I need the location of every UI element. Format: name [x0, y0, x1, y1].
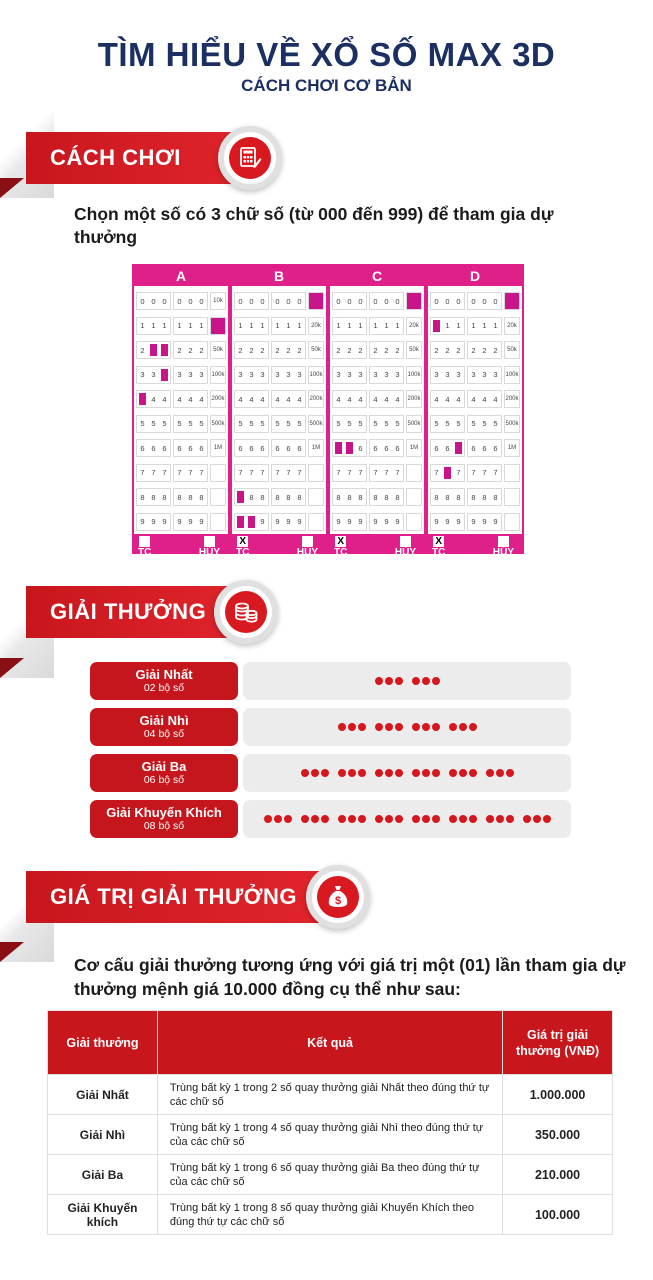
ticket-row: 9 9 9 9 9 9 [234, 510, 324, 535]
prize-value-table [47, 1010, 613, 1235]
number-set-dots [338, 815, 366, 823]
number-set-dots [375, 815, 403, 823]
huy-checkbox [498, 536, 509, 547]
prize-tier-label [90, 662, 238, 700]
prize-tier-row [90, 754, 571, 792]
prize-cell: Giải Khuyến khích [48, 1195, 158, 1235]
table-row [48, 1115, 613, 1155]
ticket-row: 5 5 5 5 5 5 500k [234, 412, 324, 437]
ticket-panel: B 0 0 0 0 0 0 10k 1 1 1 1 1 1 20k 2 2 2 2 2 2 50k 3 3 3 3 3 3 100k 4 4 4 4 4 4 200k 5 5 5 5 5 5 500k 6 6 6 6 6 6 1M 7 7 7 7 7 7 8 8 8 8 8 8 9 9 9 9 9 9 X TC HỦY [232, 267, 326, 551]
coins-icon [233, 600, 259, 624]
result-cell: Trùng bất kỳ 1 trong 8 số quay thưởng giải Khuyến Khích theo đúng thứ tự các chữ số [157, 1195, 502, 1235]
ticket-row: 7 7 7 7 7 7 [430, 461, 520, 486]
ticket-panel-label: C [371, 268, 383, 284]
ticket-row: 1 1 1 1 1 1 20k [430, 314, 520, 339]
ticket-row: 6 6 6 6 6 6 1M [332, 436, 422, 461]
section-title-how-to-play: CÁCH CHƠI [50, 145, 181, 170]
number-set-dots [412, 769, 440, 777]
ticket-row: 8 8 8 8 8 8 [332, 485, 422, 510]
ticket-row: 0 0 0 0 0 0 10k [234, 289, 324, 314]
table-header-row [48, 1011, 613, 1075]
ticket-row: 9 9 9 9 9 9 [136, 510, 226, 535]
number-set-dots [264, 815, 292, 823]
ticket-row: 2 2 2 2 2 2 50k [234, 338, 324, 363]
prize-tier-row [90, 800, 571, 838]
prize-tier-bar [243, 708, 571, 746]
prize-tier-bar [243, 662, 571, 700]
ticket-row: 6 6 6 6 6 6 1M [430, 436, 520, 461]
page-header [0, 36, 653, 96]
prize-tier-count: 04 bộ số [143, 728, 185, 740]
tc-checkbox: X [335, 536, 346, 547]
value-cell: 100.000 [503, 1195, 613, 1235]
ticket-row: 4 4 4 4 4 4 200k [332, 387, 422, 412]
prize-tier-label [90, 708, 238, 746]
calculator-icon-badge [218, 126, 282, 190]
intro-text: Chọn một số có 3 chữ số (từ 000 đến 999) để tham gia dự thưởng [74, 204, 554, 247]
prize-tier-row [90, 662, 571, 700]
ticket-row: 4 4 4 4 4 4 200k [430, 387, 520, 412]
ticket-row: 7 7 7 7 7 7 [136, 461, 226, 486]
number-set-dots [412, 723, 440, 731]
number-set-dots [301, 815, 329, 823]
table-row [48, 1075, 613, 1115]
ticket-row: 3 3 3 3 3 3 100k [136, 363, 226, 388]
number-set-dots [486, 769, 514, 777]
ticket-panel-label: A [175, 268, 187, 284]
ticket-row: 2 2 2 2 2 2 50k [430, 338, 520, 363]
prize-cell: Giải Nhất [48, 1075, 158, 1115]
prize-tier-row [90, 708, 571, 746]
prize-value-intro: Cơ cấu giải thưởng tương ứng với giá trị một (01) lần tham gia dự thưởng mệnh giá 10.000 đồng cụ thể như sau: [74, 955, 626, 999]
prize-tier-label [90, 800, 238, 838]
ticket-row: 2 2 2 2 2 2 50k [136, 338, 226, 363]
prize-tier-count: 06 bộ số [143, 774, 185, 786]
ticket-row: 0 0 0 0 0 0 10k [430, 289, 520, 314]
section-title-prizes: GIẢI THƯỞNG [50, 599, 207, 624]
ticket-panel: C 0 0 0 0 0 0 10k 1 1 1 1 1 1 20k 2 2 2 2 2 2 50k 3 3 3 3 3 3 100k 4 4 4 4 4 4 200k 5 5 5 5 5 5 500k 6 6 6 6 6 6 1M 7 7 7 7 7 7 8 8 8 8 8 8 9 9 9 9 9 9 X TC HỦY [330, 267, 424, 551]
ticket-row: 7 7 7 7 7 7 [234, 461, 324, 486]
prize-tier-bar [243, 754, 571, 792]
number-set-dots [412, 815, 440, 823]
section-title-prize-value: GIÁ TRỊ GIẢI THƯỞNG [50, 884, 297, 909]
value-cell: 350.000 [503, 1115, 613, 1155]
col-header-prize: Giải thưởng [48, 1011, 158, 1075]
ticket-panel: D 0 0 0 0 0 0 10k 1 1 1 1 1 1 20k 2 2 2 2 2 2 50k 3 3 3 3 3 3 100k 4 4 4 4 4 4 200k 5 5 5 5 5 5 500k 6 6 6 6 6 6 1M 7 7 7 7 7 7 8 8 8 8 8 8 9 9 9 9 9 9 X TC HỦY [428, 267, 522, 551]
ticket-row: 9 9 9 9 9 9 [430, 510, 520, 535]
ticket-row: 6 6 6 6 6 6 1M [136, 436, 226, 461]
value-cell: 210.000 [503, 1155, 613, 1195]
ticket-row: 1 1 1 1 1 1 20k [234, 314, 324, 339]
ticket-row: 3 3 3 3 3 3 100k [234, 363, 324, 388]
ticket-row: 4 4 4 4 4 4 200k [136, 387, 226, 412]
ticket-row: 8 8 8 8 8 8 [430, 485, 520, 510]
table-row [48, 1195, 613, 1235]
ticket-row: 0 0 0 0 0 0 10k [332, 289, 422, 314]
ticket-row: 5 5 5 5 5 5 500k [332, 412, 422, 437]
ticket-row: 7 7 7 7 7 7 [332, 461, 422, 486]
value-cell: 1.000.000 [503, 1075, 613, 1115]
prize-tier-name: Giải Nhì [139, 713, 189, 728]
ticket-panel-label: D [469, 268, 481, 284]
ticket-illustration [132, 264, 524, 558]
huy-checkbox [302, 536, 313, 547]
result-cell: Trùng bất kỳ 1 trong 2 số quay thưởng giải Nhất theo đúng thứ tự các chữ số [157, 1075, 502, 1115]
page-subtitle: CÁCH CHƠI CƠ BẢN [241, 76, 412, 95]
ticket-row: 8 8 8 8 8 8 [136, 485, 226, 510]
prize-tier-label [90, 754, 238, 792]
prize-tier-bar [243, 800, 571, 838]
tc-checkbox [139, 536, 150, 547]
table-row [48, 1155, 613, 1195]
number-set-dots [301, 769, 329, 777]
money-bag-icon [326, 884, 350, 910]
number-set-dots [449, 815, 477, 823]
prize-tier-count: 02 bộ số [143, 682, 185, 694]
ticket-row: 1 1 1 1 1 1 20k [332, 314, 422, 339]
prize-cell: Giải Nhì [48, 1115, 158, 1155]
ticket-row: 0 0 0 0 0 0 10k [136, 289, 226, 314]
number-set-dots [486, 815, 514, 823]
ticket-panel-label: B [273, 268, 285, 284]
prize-tier-count: 08 bộ số [143, 820, 185, 832]
ticket-row: 8 8 8 8 8 8 [234, 485, 324, 510]
ticket-row: 3 3 3 3 3 3 100k [430, 363, 520, 388]
result-cell: Trùng bất kỳ 1 trong 4 số quay thưởng giải Nhì theo đúng thứ tự của các chữ số [157, 1115, 502, 1155]
number-set-dots [449, 723, 477, 731]
tc-checkbox: X [237, 536, 248, 547]
ticket-row: 6 6 6 6 6 6 1M [234, 436, 324, 461]
result-cell: Trùng bất kỳ 1 trong 6 số quay thưởng giải Ba theo đúng thứ tự của các chữ số [157, 1155, 502, 1195]
calculator-icon [238, 146, 262, 170]
ticket-row: 1 1 1 1 1 1 20k [136, 314, 226, 339]
number-set-dots [338, 769, 366, 777]
money-bag-icon-badge [306, 865, 370, 929]
ticket-row: 4 4 4 4 4 4 200k [234, 387, 324, 412]
col-header-result: Kết quả [157, 1011, 502, 1075]
huy-checkbox [204, 536, 215, 547]
col-header-value: Giá trị giải thưởng (VNĐ) [503, 1011, 613, 1075]
number-set-dots [375, 723, 403, 731]
prize-tier-name: Giải Nhất [135, 667, 193, 682]
svg-text:$: $ [334, 895, 342, 907]
ticket-panel: A 0 0 0 0 0 0 10k 1 1 1 1 1 1 20k 2 2 2 2 2 2 50k 3 3 3 3 3 3 100k 4 4 4 4 4 4 200k 5 5 5 5 5 5 500k 6 6 6 6 6 6 1M 7 7 7 7 7 7 8 8 8 8 8 8 9 9 9 9 9 9 TC HỦY [134, 267, 228, 551]
prize-tier-name: Giải Ba [141, 759, 187, 774]
number-set-dots [375, 769, 403, 777]
ticket-row: 5 5 5 5 5 5 500k [136, 412, 226, 437]
number-set-dots [375, 677, 403, 685]
ticket-row: 5 5 5 5 5 5 500k [430, 412, 520, 437]
coins-icon-badge [214, 580, 278, 644]
prize-tier-name: Giải Khuyến Khích [106, 805, 222, 820]
ticket-row: 9 9 9 9 9 9 [332, 510, 422, 535]
ticket-row: 3 3 3 3 3 3 100k [332, 363, 422, 388]
number-set-dots [523, 815, 551, 823]
number-set-dots [449, 769, 477, 777]
ticket-row: 2 2 2 2 2 2 50k [332, 338, 422, 363]
number-set-dots [338, 723, 366, 731]
tc-checkbox: X [433, 536, 444, 547]
huy-checkbox [400, 536, 411, 547]
prize-cell: Giải Ba [48, 1155, 158, 1195]
number-set-dots [412, 677, 440, 685]
page-title: TÌM HIỂU VỀ XỔ SỐ MAX 3D [97, 36, 556, 73]
